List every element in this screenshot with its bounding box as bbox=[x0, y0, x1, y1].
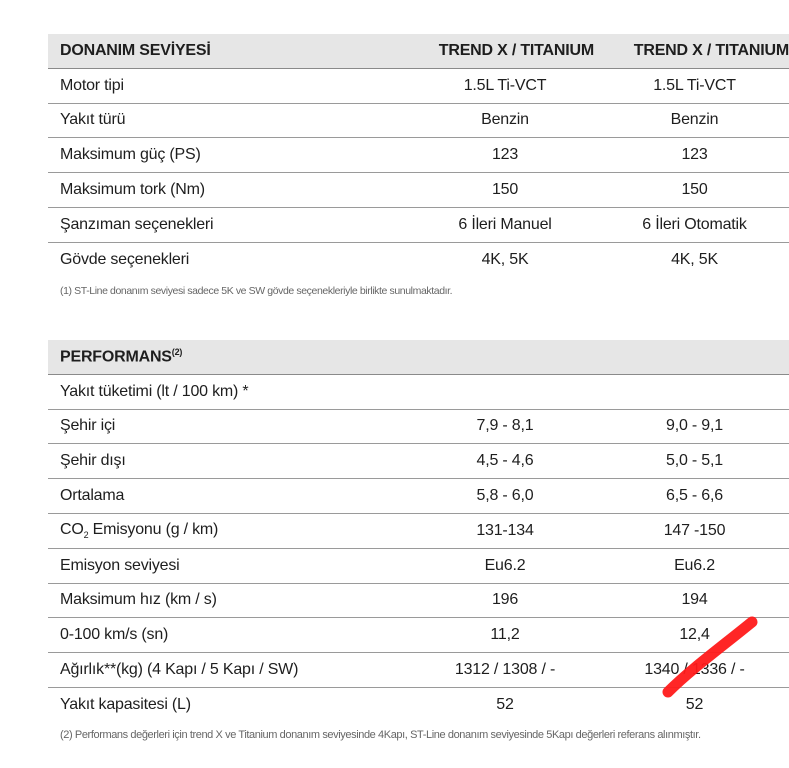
cell-value: 52 bbox=[496, 695, 514, 713]
cell-value: 52 bbox=[685, 695, 704, 713]
cell-value: 5,8 - 6,0 bbox=[476, 487, 534, 505]
cell-value: 12,4 bbox=[679, 626, 710, 644]
table-row bbox=[48, 549, 789, 584]
table-row bbox=[48, 173, 789, 208]
equipment-footnote: (1) ST-Line donanım seviyesi sadece 5K ve SW gövde seçenekleriyle birlikte sunulmaktadır. bbox=[60, 285, 453, 297]
performance-footnote: (2) Performans değerleri için trend X ve Titanium donanım seviyesinde 4Kapı, ST-Line donanım seviyesinde 5Kapı değerleri referans alınmıştır. bbox=[60, 729, 701, 741]
table-row bbox=[48, 208, 789, 243]
cell-value: 150 bbox=[681, 181, 708, 199]
cell-value: 1340 / 1336 / - bbox=[644, 661, 745, 679]
table-row bbox=[48, 375, 789, 410]
cell-value: Benzin bbox=[481, 111, 529, 129]
row-label: Ortalama bbox=[60, 487, 125, 505]
cell-value: 4,5 - 4,6 bbox=[476, 452, 534, 470]
cell-value: 6,5 - 6,6 bbox=[666, 487, 723, 505]
cell-value: 1312 / 1308 / - bbox=[454, 661, 556, 679]
equipment-header-row bbox=[48, 34, 789, 69]
co2-label-suffix: Emisyonu (g / km) bbox=[88, 521, 219, 539]
performance-title: PERFORMANS bbox=[60, 348, 172, 366]
cell-value: 194 bbox=[681, 591, 708, 609]
table-row bbox=[48, 653, 789, 688]
row-label: 0-100 km/s (sn) bbox=[60, 626, 169, 644]
row-label: Ağırlık**(kg) (4 Kapı / 5 Kapı / SW) bbox=[60, 661, 299, 679]
row-label: Yakıt türü bbox=[60, 111, 126, 129]
table-row bbox=[48, 514, 789, 549]
cell-value: 150 bbox=[491, 181, 519, 199]
cell-value: 196 bbox=[491, 591, 519, 609]
cell-value: Eu6.2 bbox=[674, 556, 715, 574]
header-cell bbox=[48, 347, 410, 366]
cell-value: 7,9 - 8,1 bbox=[476, 417, 534, 435]
cell-value: 1.5L Ti-VCT bbox=[463, 76, 547, 94]
performance-header-row bbox=[48, 340, 789, 375]
table-row bbox=[48, 104, 789, 139]
header-cell: DONANIM SEVİYESİ bbox=[60, 41, 211, 59]
cell-value: 4K, 5K bbox=[481, 250, 529, 268]
row-label: Şehir içi bbox=[60, 417, 116, 435]
table-row bbox=[48, 138, 789, 173]
cell-value: Benzin bbox=[670, 111, 719, 129]
table-row bbox=[48, 688, 789, 722]
equipment-table bbox=[48, 34, 789, 277]
table-row bbox=[48, 444, 789, 479]
row-label: Yakıt tüketimi (lt / 100 km) * bbox=[60, 382, 249, 400]
row-label: Maksimum güç (PS) bbox=[60, 146, 201, 164]
cell-value: 6 İleri Otomatik bbox=[642, 215, 747, 233]
performance-table bbox=[48, 340, 789, 722]
header-cell: TREND X / TITANIUM bbox=[633, 41, 789, 59]
co2-subscript: 2 bbox=[83, 530, 89, 541]
cell-value: Eu6.2 bbox=[484, 556, 526, 574]
table-row bbox=[48, 410, 789, 445]
row-label: Şanzıman seçenekleri bbox=[60, 215, 214, 233]
row-label: Yakıt kapasitesi (L) bbox=[60, 695, 191, 713]
header-cell: TREND X / TITANIUM bbox=[438, 41, 594, 59]
row-label: Emisyon seviyesi bbox=[60, 556, 180, 574]
cell-value: 4K, 5K bbox=[671, 250, 718, 268]
table-row bbox=[48, 243, 789, 277]
table-row bbox=[48, 479, 789, 514]
row-label: Maksimum tork (Nm) bbox=[60, 181, 205, 199]
cell-value: 6 İleri Manuel bbox=[458, 215, 552, 233]
cell-value: 11,2 bbox=[490, 626, 520, 644]
co2-label: CO bbox=[60, 521, 84, 539]
cell-value: 123 bbox=[491, 146, 519, 164]
cell-value: 131-134 bbox=[476, 521, 534, 539]
cell-value: 9,0 - 9,1 bbox=[666, 417, 723, 435]
row-label: Maksimum hız (km / s) bbox=[60, 591, 217, 609]
cell-value: 123 bbox=[681, 146, 708, 164]
row-label: Gövde seçenekleri bbox=[60, 250, 190, 268]
row-label: Şehir dışı bbox=[60, 452, 126, 470]
cell-value: 5,0 - 5,1 bbox=[666, 452, 723, 470]
footnote-marker: (2) bbox=[171, 347, 183, 358]
row-label bbox=[48, 521, 410, 540]
cell-value: 1.5L Ti-VCT bbox=[653, 76, 736, 94]
table-row bbox=[48, 618, 789, 653]
table-row bbox=[48, 69, 789, 104]
cell-value: 147 -150 bbox=[663, 521, 726, 539]
table-row bbox=[48, 584, 789, 619]
row-label: Motor tipi bbox=[60, 76, 124, 94]
